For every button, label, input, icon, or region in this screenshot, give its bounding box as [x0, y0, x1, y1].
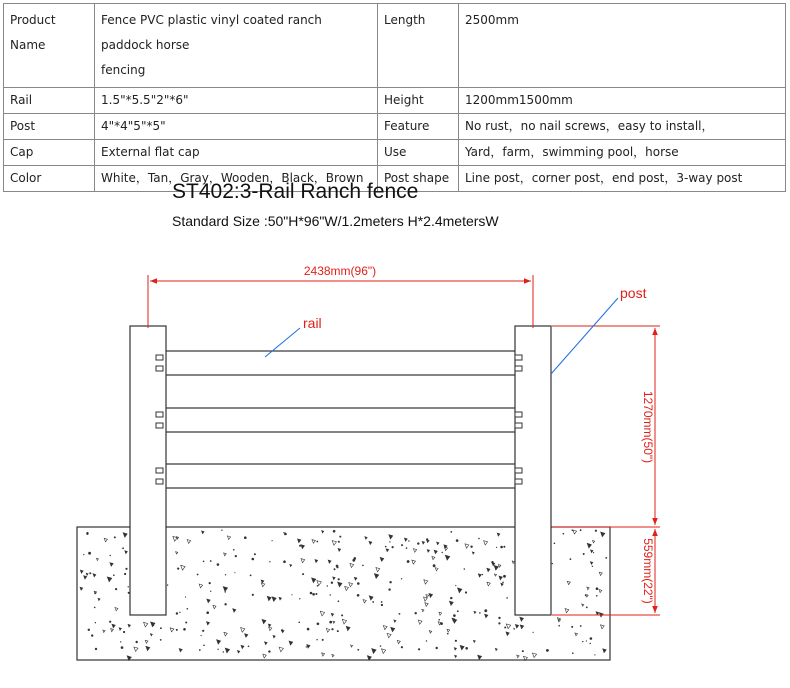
- concrete-speckle: [341, 614, 343, 616]
- concrete-speckle: [337, 630, 339, 632]
- concrete-speckle: [250, 575, 252, 577]
- concrete-speckle: [299, 598, 300, 599]
- cell-text: Use: [384, 145, 407, 159]
- concrete-speckle: [479, 612, 481, 614]
- concrete-speckle: [88, 629, 90, 631]
- concrete-speckle: [209, 582, 211, 584]
- concrete-speckle: [177, 568, 179, 570]
- concrete-speckle: [234, 572, 235, 573]
- concrete-speckle: [283, 560, 286, 563]
- concrete-speckle: [233, 549, 235, 551]
- concrete-speckle: [592, 566, 593, 567]
- concrete-speckle: [333, 530, 336, 533]
- concrete-speckle: [235, 555, 237, 557]
- concrete-speckle: [465, 647, 468, 650]
- concrete-speckle: [322, 639, 324, 641]
- concrete-speckle: [316, 639, 317, 640]
- concrete-speckle: [338, 600, 340, 602]
- concrete-speckle: [225, 574, 226, 575]
- rail-middle: [156, 408, 524, 432]
- concrete-speckle: [160, 627, 162, 629]
- concrete-speckle: [453, 614, 456, 617]
- post-label: post: [620, 285, 647, 301]
- concrete-speckle: [491, 561, 493, 563]
- concrete-speckle: [596, 595, 598, 597]
- cell-text: Cap: [10, 145, 34, 159]
- concrete-speckle: [605, 557, 607, 559]
- concrete-speckle: [381, 601, 383, 603]
- concrete-speckle: [570, 558, 572, 560]
- concrete-speckle: [408, 540, 409, 541]
- concrete-speckle: [498, 617, 500, 619]
- concrete-speckle: [502, 582, 504, 584]
- cell-text: Feature: [384, 119, 430, 133]
- concrete-speckle: [583, 553, 585, 555]
- concrete-speckle: [388, 588, 390, 590]
- concrete-speckle: [330, 594, 331, 595]
- concrete-speckle: [121, 646, 124, 649]
- concrete-speckle: [123, 631, 125, 633]
- concrete-speckle: [95, 648, 97, 650]
- concrete-speckle: [572, 652, 574, 654]
- concrete-speckle: [450, 597, 452, 599]
- concrete-speckle: [465, 591, 467, 593]
- cell-text: Line post，corner post，end post，3-way post: [465, 171, 743, 185]
- concrete-speckle: [357, 582, 360, 585]
- post-leader: [551, 298, 618, 374]
- cell-text: Post shape: [384, 171, 450, 185]
- concrete-speckle: [586, 607, 588, 609]
- concrete-speckle: [109, 621, 111, 623]
- concrete-speckle: [167, 584, 168, 585]
- cell-text: Length: [384, 13, 426, 27]
- concrete-speckle: [160, 639, 162, 641]
- cell-text: 1200mm1500mm: [465, 93, 573, 107]
- concrete-speckle: [310, 592, 313, 595]
- concrete-speckle: [442, 552, 443, 553]
- concrete-speckle: [338, 541, 340, 543]
- cell-text: Color: [10, 171, 42, 185]
- concrete-speckle: [407, 562, 408, 563]
- concrete-speckle: [563, 533, 565, 535]
- concrete-speckle: [114, 536, 116, 538]
- concrete-speckle: [124, 573, 126, 575]
- concrete-speckle: [357, 594, 360, 597]
- width-label: 2438mm(96"): [303, 264, 377, 278]
- concrete-speckle: [221, 530, 222, 531]
- concrete-speckle: [457, 610, 459, 612]
- concrete-speckle: [153, 625, 154, 626]
- concrete-speckle: [269, 561, 270, 562]
- concrete-speckle: [595, 530, 597, 532]
- cell-text: Yard，farm，swimming pool，horse: [465, 145, 679, 159]
- cell-text: External flat cap: [101, 145, 200, 159]
- rail-bottom: [156, 464, 524, 488]
- concrete-speckle: [217, 649, 218, 650]
- concrete-speckle: [317, 623, 320, 626]
- cell-text: 2500mm: [465, 13, 519, 27]
- concrete-speckle: [522, 650, 524, 652]
- concrete-speckle: [392, 546, 394, 548]
- cell-text: White，Tan，Gray，Wooden，Black，Brown: [101, 171, 364, 185]
- concrete-speckle: [113, 574, 115, 576]
- concrete-speckle: [185, 622, 187, 624]
- concrete-speckle: [552, 563, 553, 564]
- concrete-speckle: [331, 628, 333, 630]
- concrete-speckle: [217, 563, 220, 566]
- concrete-speckle: [201, 635, 202, 636]
- concrete-speckle: [357, 649, 359, 651]
- concrete-speckle: [484, 609, 487, 612]
- concrete-speckle: [500, 546, 503, 549]
- concrete-speckle: [122, 547, 124, 549]
- concrete-speckle: [312, 593, 315, 596]
- concrete-speckle: [254, 553, 256, 555]
- cell-text: Post: [10, 119, 36, 133]
- concrete-speckle: [362, 565, 364, 567]
- concrete-speckle: [252, 594, 254, 596]
- concrete-speckle: [317, 585, 319, 587]
- concrete-speckle: [401, 646, 403, 648]
- height-label: 1270mm(50"): [641, 390, 655, 464]
- concrete-speckle: [244, 536, 247, 539]
- concrete-speckle: [179, 612, 180, 613]
- concrete-speckle: [503, 575, 506, 578]
- concrete-speckle: [399, 613, 401, 615]
- cell-text: Rail: [10, 93, 33, 107]
- concrete-speckle: [594, 654, 595, 655]
- concrete-speckle: [470, 546, 472, 548]
- concrete-speckle: [338, 578, 340, 580]
- concrete-speckle: [183, 628, 186, 631]
- cell-text: Fence PVC plastic vinyl coated ranch paddock horse fencing: [101, 13, 322, 77]
- concrete-speckle: [401, 578, 402, 579]
- concrete-speckle: [438, 619, 440, 621]
- concrete-speckle: [176, 612, 178, 614]
- concrete-speckle: [125, 568, 127, 570]
- concrete-speckle: [299, 545, 301, 547]
- concrete-speckle: [455, 640, 457, 642]
- concrete-speckle: [334, 568, 336, 570]
- concrete-speckle: [389, 581, 391, 583]
- concrete-speckle: [496, 547, 497, 548]
- concrete-speckle: [417, 542, 419, 544]
- concrete-speckle: [503, 546, 505, 548]
- concrete-speckle: [580, 529, 582, 531]
- cell-text: No rust，no nail screws，easy to install，: [465, 119, 714, 133]
- concrete-speckle: [354, 557, 357, 560]
- concrete-speckle: [415, 612, 417, 614]
- concrete-speckle: [339, 536, 341, 538]
- concrete-speckle: [464, 568, 466, 570]
- concrete-speckle: [590, 637, 593, 640]
- concrete-speckle: [110, 555, 111, 556]
- concrete-speckle: [447, 633, 449, 635]
- concrete-speckle: [554, 543, 556, 545]
- concrete-speckle: [372, 601, 374, 603]
- concrete-speckle: [203, 645, 205, 647]
- concrete-speckle: [593, 552, 594, 553]
- concrete-speckle: [571, 626, 573, 628]
- concrete-speckle: [248, 646, 250, 648]
- concrete-speckle: [187, 608, 189, 610]
- concrete-speckle: [455, 585, 456, 586]
- concrete-speckle: [88, 552, 91, 555]
- concrete-speckle: [380, 645, 382, 647]
- concrete-speckle: [202, 630, 204, 632]
- concrete-speckle: [95, 622, 96, 623]
- concrete-speckle: [433, 564, 436, 567]
- concrete-speckle: [316, 541, 318, 543]
- concrete-speckle: [120, 641, 121, 642]
- concrete-speckle: [91, 634, 93, 636]
- concrete-speckle: [252, 558, 255, 561]
- concrete-speckle: [210, 591, 211, 592]
- rail-label: rail: [303, 315, 322, 331]
- rail-top: [156, 351, 524, 375]
- concrete-speckle: [406, 547, 408, 549]
- concrete-speckle: [307, 628, 310, 631]
- concrete-speckle: [136, 641, 138, 643]
- concrete-speckle: [426, 538, 428, 540]
- concrete-speckle: [582, 641, 583, 642]
- cell-text: Product Name: [10, 13, 56, 52]
- concrete-speckle: [199, 649, 201, 651]
- concrete-speckle: [482, 574, 483, 575]
- concrete-speckle: [176, 629, 178, 631]
- concrete-speckle: [210, 560, 212, 562]
- concrete-speckle: [272, 540, 273, 541]
- concrete-speckle: [513, 628, 515, 630]
- concrete-speckle: [115, 588, 117, 590]
- concrete-speckle: [315, 593, 317, 595]
- concrete-speckle: [558, 625, 560, 627]
- diagram-subtitle: Standard Size :50"H*96"W/1.2meters H*2.4metersW: [172, 213, 499, 229]
- concrete-speckle: [94, 607, 96, 609]
- rail-group: [156, 351, 524, 488]
- concrete-speckle: [389, 541, 390, 542]
- concrete-speckle: [223, 651, 224, 652]
- concrete-speckle: [203, 561, 205, 563]
- cell-text: 4"*4"5"*5": [101, 119, 166, 133]
- concrete-speckle: [401, 544, 403, 546]
- concrete-speckle: [456, 539, 459, 542]
- concrete-speckle: [86, 533, 88, 535]
- concrete-speckle: [89, 572, 91, 574]
- concrete-speckle: [590, 643, 591, 644]
- concrete-speckle: [580, 625, 582, 627]
- concrete-speckle: [506, 597, 508, 599]
- concrete-speckle: [327, 585, 328, 586]
- concrete-speckle: [197, 574, 199, 576]
- concrete-speckle: [498, 622, 500, 624]
- concrete-speckle: [298, 622, 300, 624]
- concrete-speckle: [504, 627, 506, 629]
- concrete-speckle: [302, 573, 304, 575]
- concrete-speckle: [426, 640, 427, 641]
- concrete-speckle: [586, 640, 587, 641]
- concrete-speckle: [381, 604, 383, 606]
- concrete-speckle: [83, 554, 84, 555]
- concrete-speckle: [436, 647, 438, 649]
- concrete-speckle: [206, 611, 209, 614]
- concrete-speckle: [596, 587, 599, 590]
- concrete-speckle: [128, 586, 129, 587]
- concrete-speckle: [185, 596, 186, 597]
- concrete-speckle: [331, 582, 333, 584]
- concrete-speckle: [224, 603, 226, 605]
- concrete-speckle: [418, 648, 420, 650]
- concrete-speckle: [478, 538, 480, 540]
- concrete-speckle: [546, 649, 549, 652]
- concrete-speckle: [533, 632, 534, 633]
- concrete-speckle: [329, 621, 332, 624]
- concrete-speckle: [336, 565, 339, 568]
- concrete-speckle: [268, 650, 270, 652]
- depth-label: 559mm(22"): [641, 538, 655, 604]
- cell-text: 1.5"*5.5"2"*6": [101, 93, 189, 107]
- concrete-speckle: [450, 531, 452, 533]
- diagram-title: ST402:3-Rail Ranch fence: [172, 180, 419, 203]
- concrete-speckle: [385, 546, 387, 548]
- concrete-speckle: [306, 646, 307, 647]
- concrete-speckle: [291, 594, 292, 595]
- cell-text: Height: [384, 93, 424, 107]
